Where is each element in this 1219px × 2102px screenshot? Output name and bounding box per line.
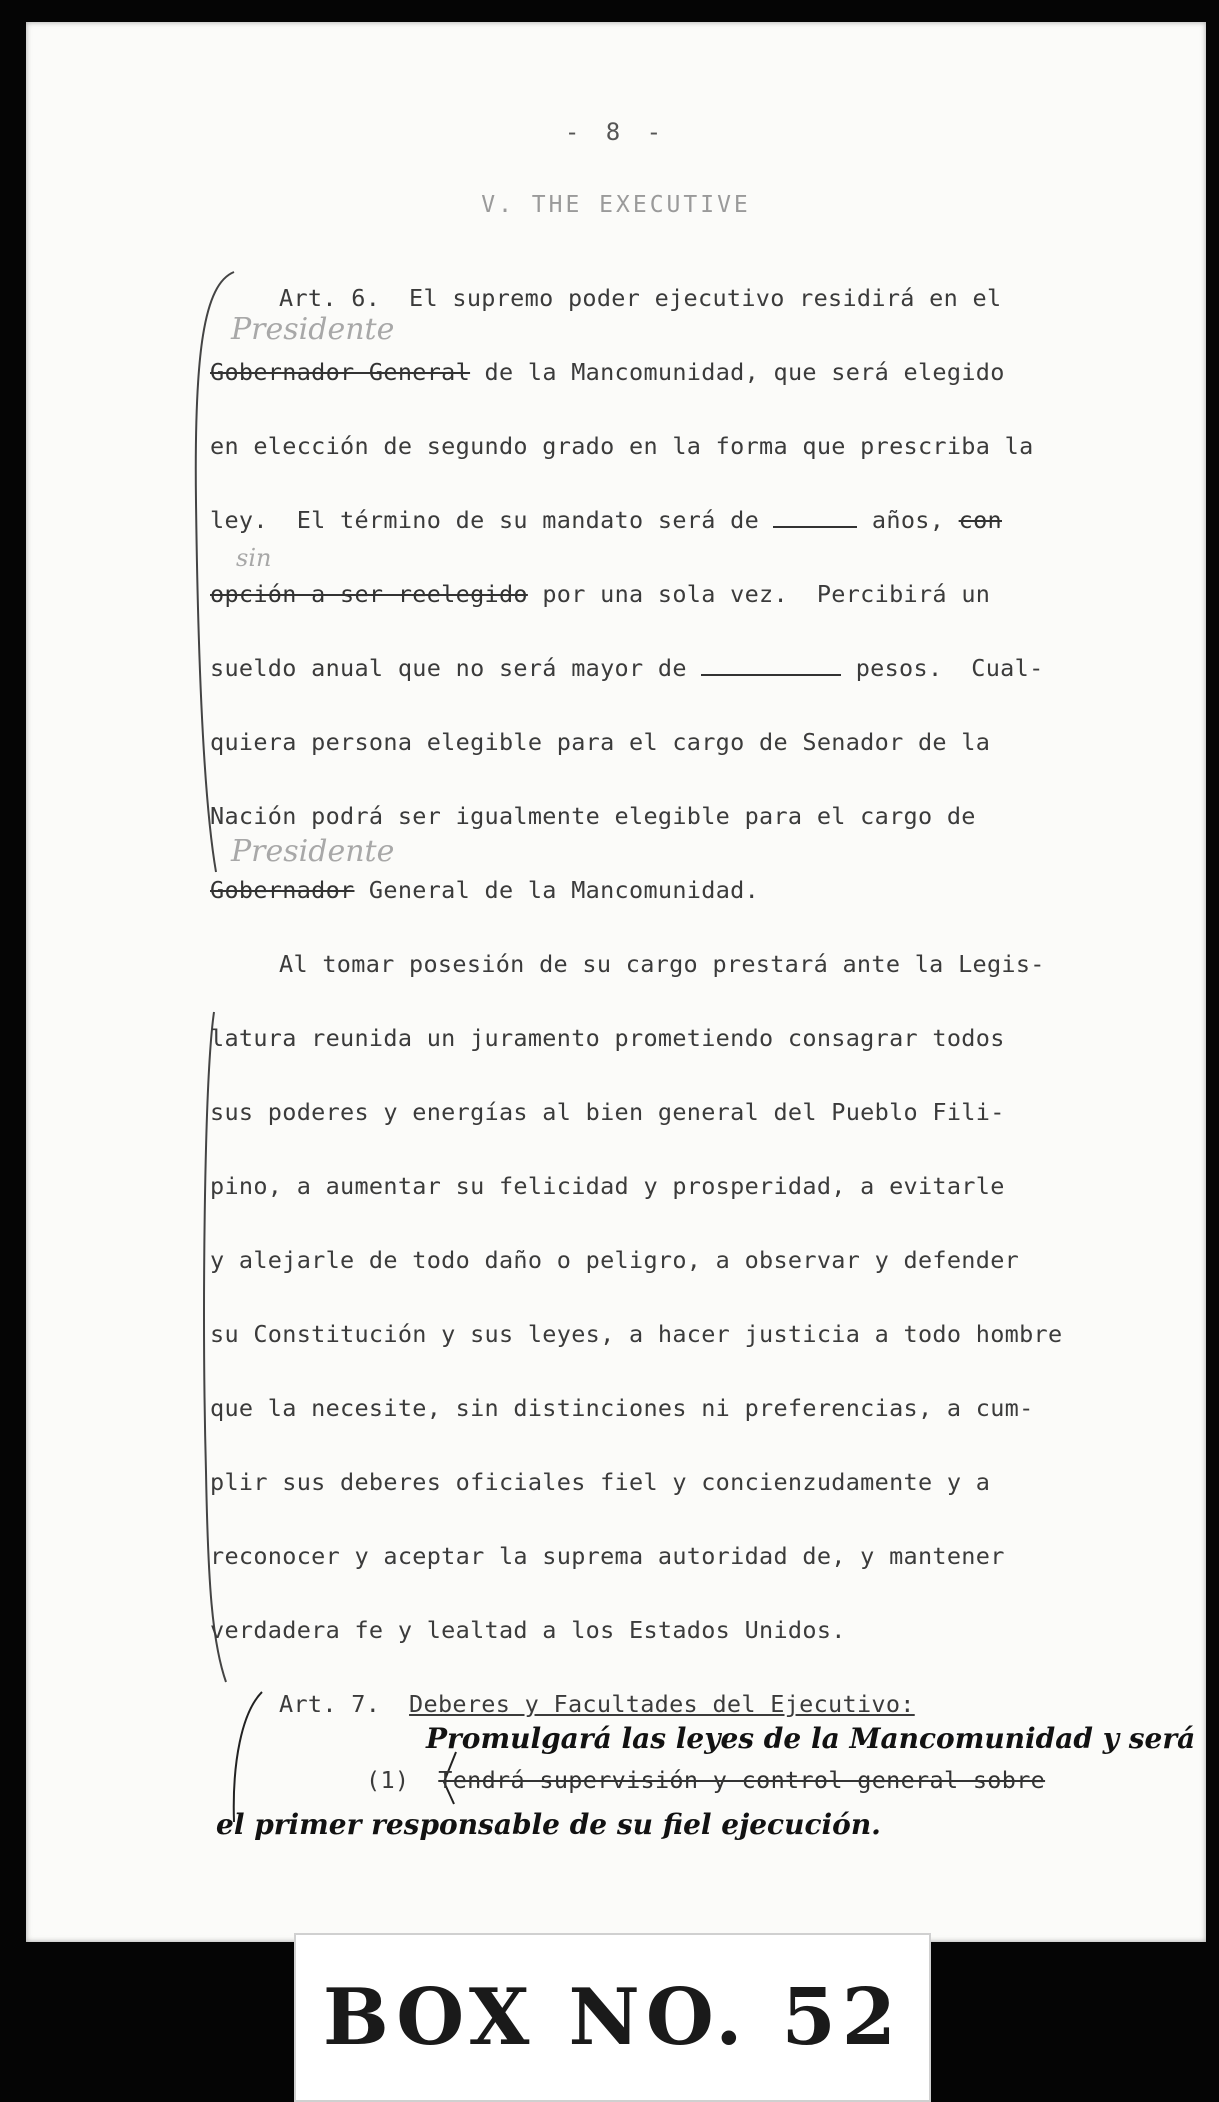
art6-line-1: Art. 6. El supremo poder ejecutivo residirá en el [279, 284, 1002, 312]
handwritten-annotation-line-1: Promulgará las leyes de la Mancomunidad y será [426, 1722, 1196, 1755]
archive-box-label-text: BOX NO. 52 [322, 1972, 903, 2063]
art6-line-9 [210, 876, 759, 904]
oath-line-9: reconocer y aceptar la suprema autoridad de, y mantener [210, 1542, 1005, 1570]
archive-box-label [294, 1933, 931, 2102]
art6-line-6 [210, 654, 1044, 682]
oath-line-10: verdadera fe y lealtad a los Estados Unidos. [210, 1616, 846, 1644]
blank-term-years [773, 506, 857, 528]
handwritten-insert-presidente-2: Presidente [231, 834, 395, 869]
document-page [26, 22, 1206, 1942]
struck-tendra-supervision: Tendrá supervisión y control general sobre [438, 1766, 1046, 1794]
art7-label: Art. 7. [279, 1690, 381, 1718]
art6-line-6-text-a: sueldo anual que no será mayor de [210, 654, 702, 682]
art6-line-7: quiera persona elegible para el cargo de Senador de la [210, 728, 991, 756]
handwritten-insert-sin: sin [236, 544, 272, 572]
art6-line-6-text-b: pesos. Cual- [841, 654, 1044, 682]
art7-item-number: (1) [366, 1766, 410, 1794]
art6-line-8: Nación podrá ser igualmente elegible para el cargo de [210, 802, 976, 830]
art7-item-1 [366, 1766, 1045, 1794]
oath-line-6: su Constitución y sus leyes, a hacer justicia a todo hombre [210, 1320, 1063, 1348]
art6-line-3: en elección de segundo grado en la forma que prescriba la [210, 432, 1034, 460]
art6-line-5 [210, 580, 990, 608]
art6-line-5-text: por una sola vez. Percibirá un [527, 580, 991, 608]
oath-line-3: sus poderes y energías al bien general del Pueblo Fili- [210, 1098, 1005, 1126]
struck-gobernador-general: Gobernador General [210, 358, 471, 386]
oath-line-2: latura reunida un juramento prometiendo consagrar todos [210, 1024, 1005, 1052]
page-number: - 8 - [564, 118, 668, 146]
art6-line-4-text-a: ley. El término de su mandato será de [210, 506, 774, 534]
art6-line-2-text: de la Mancomunidad, que será elegido [470, 358, 1005, 386]
blank-salary-amount [701, 654, 841, 676]
struck-con: con [958, 506, 1002, 534]
oath-line-1: Al tomar posesión de su cargo prestará ante la Legis- [279, 950, 1045, 978]
art7-heading-line [279, 1690, 915, 1718]
handwritten-insert-presidente-1: Presidente [231, 312, 395, 347]
oath-line-7: que la necesite, sin distinciones ni preferencias, a cum- [210, 1394, 1034, 1422]
art6-line-4-text-b: años, [857, 506, 959, 534]
art6-line-9-text: General de la Mancomunidad. [354, 876, 760, 904]
bracket-art7 [234, 1692, 262, 1822]
art6-line-4 [210, 506, 1002, 534]
struck-gobernador: Gobernador [210, 876, 355, 904]
struck-opcion-reelegido: opción a ser reelegido [210, 580, 528, 608]
oath-line-5: y alejarle de todo daño o peligro, a observar y defender [210, 1246, 1020, 1274]
oath-line-8: plir sus deberes oficiales fiel y concienzudamente y a [210, 1468, 991, 1496]
oath-line-4: pino, a aumentar su felicidad y prosperidad, a evitarle [210, 1172, 1005, 1200]
handwritten-annotation-line-2: el primer responsable de su fiel ejecución. [216, 1808, 881, 1841]
art7-heading: Deberes y Facultades del Ejecutivo: [409, 1690, 915, 1718]
art6-line-2 [210, 358, 1005, 386]
section-title: V. THE EXECUTIVE [481, 192, 751, 218]
